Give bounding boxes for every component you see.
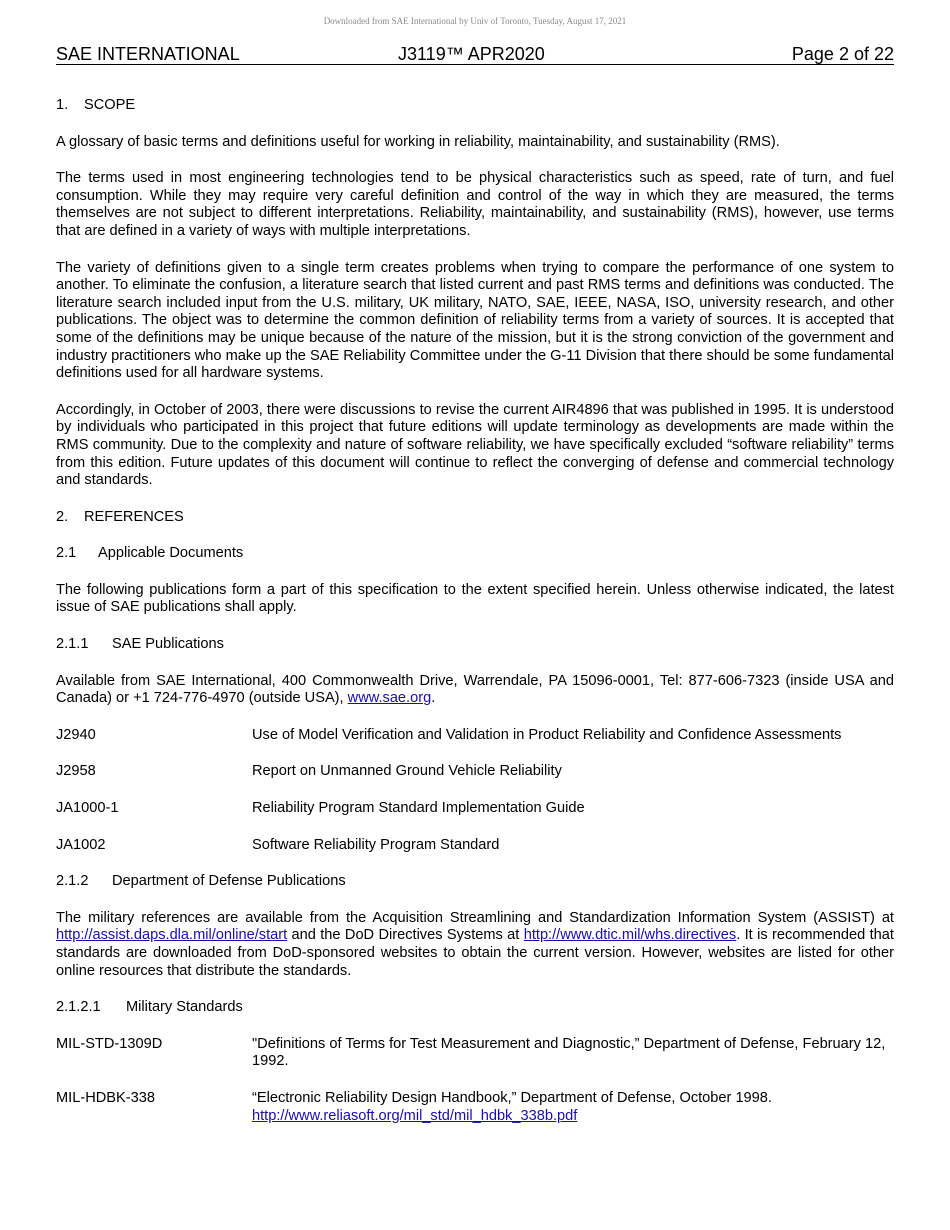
reference-row	[56, 1090, 894, 1125]
section-title: REFERENCES	[84, 508, 184, 525]
dod-text-b: and the DoD Directives Systems at	[291, 927, 520, 944]
section-number: 2.1	[56, 545, 77, 562]
header-page-number: Page 2 of 22	[791, 44, 894, 64]
page-header	[56, 43, 894, 65]
section-scope-heading	[56, 97, 894, 115]
section-title: Department of Defense Publications	[112, 873, 346, 890]
reference-row	[56, 1036, 894, 1071]
reference-title: Software Reliability Program Standard	[252, 836, 500, 853]
section-number: 2.	[56, 508, 69, 525]
scope-paragraph-2: The terms used in most engineering technologies tend to be physical characteristics such as speed, rate of turn, and fuel consumption. While they may require very careful definition and control of the way in which they are measured, the terms themselves are not subject to different interpretations. Reliability, maintainability, and sustainability (RMS), however, use terms that are defined in a variety of ways with multiple interpretations.	[56, 170, 894, 239]
section-title: Applicable Documents	[98, 545, 244, 562]
document-body	[56, 97, 894, 1125]
scope-paragraph-3: The variety of definitions given to a single term creates problems when trying to compare the performance of one system to another. To eliminate the confusion, a literature search that listed current and past RMS terms and definitions was conducted. The literature search included input from the U.S. military, UK military, NATO, SAE, IEEE, NASA, ISO, university research, and other publications. The object was to determine the common definition of reliability terms from a variety of sources. It is accepted that some of the definitions may be unique because of the nature of the mission, but it is the strong conviction of the government and industry practitioners who make up the SAE Reliability Committee under the G-11 Division that there should be some fundamental definitions used for all hardware systems.	[56, 259, 894, 382]
reference-title	[252, 1090, 894, 1125]
section-military-standards-heading	[56, 999, 894, 1017]
reference-title: "Definitions of Terms for Test Measurement and Diagnostic,” Department of Defense, February 12, 1992.	[252, 1035, 886, 1070]
section-title: SCOPE	[84, 97, 136, 113]
reference-code: J2940	[56, 726, 96, 743]
applicable-documents-paragraph: The following publications form a part of this specification to the extent specified herein. Unless otherwise indicated, the latest issue of SAE publications shall apply.	[56, 581, 894, 616]
reference-code: JA1002	[56, 836, 106, 853]
section-title: Military Standards	[126, 999, 243, 1016]
reference-row	[56, 763, 894, 781]
mil-hdbk-338-link[interactable]: http://www.reliasoft.org/mil_std/mil_hdbk_338b.pdf	[252, 1107, 578, 1124]
section-references-heading	[56, 509, 894, 527]
dod-publications-paragraph	[56, 910, 894, 980]
dod-text-a: The military references are available from the Acquisition Streamlining and Standardization Information System (ASSIST) at	[56, 909, 894, 926]
reference-code: MIL-HDBK-338	[56, 1089, 155, 1106]
section-title: SAE Publications	[112, 636, 224, 653]
section-number: 2.1.2	[56, 873, 89, 890]
reference-title: Reliability Program Standard Implementation Guide	[252, 800, 585, 817]
sae-website-link[interactable]: www.sae.org	[347, 690, 432, 707]
reference-code: JA1000-1	[56, 800, 119, 817]
section-number: 2.1.1	[56, 636, 89, 653]
sae-publications-paragraph: Available from SAE International, 400 Commonwealth Drive, Warrendale, PA 15096-0001, Tel: 877-606-7323 (inside USA and Canada) or +1 724-776-4970 (outside USA), www.sae.org.	[56, 672, 894, 707]
section-sae-publications-heading	[56, 636, 894, 654]
header-document-id: J3119™ APR2020	[398, 44, 545, 64]
dtic-directives-link[interactable]: http://www.dtic.mil/whs.directives	[523, 927, 737, 944]
reference-code: J2958	[56, 763, 96, 780]
header-organization: SAE INTERNATIONAL	[56, 44, 240, 64]
reference-title-text: “Electronic Reliability Design Handbook,” Department of Defense, October 1998.	[252, 1089, 772, 1106]
reference-row	[56, 837, 894, 855]
assist-link[interactable]: http://assist.daps.dla.mil/online/start	[56, 927, 288, 944]
download-watermark: Downloaded from SAE International by Univ of Toronto, Tuesday, August 17, 2021	[323, 16, 627, 26]
scope-paragraph-1: A glossary of basic terms and definitions useful for working in reliability, maintainability, and sustainability (RMS).	[56, 133, 780, 150]
section-number: 2.1.2.1	[56, 999, 101, 1016]
section-applicable-documents-heading	[56, 545, 894, 563]
section-dod-publications-heading	[56, 873, 894, 891]
dod-text-c: . It is recommended that standards are downloaded from DoD-sponsored websites to obtain the current version. However, websites are listed for other online resources that distribute the standards.	[56, 927, 894, 979]
reference-row	[56, 800, 894, 818]
reference-code: MIL-STD-1309D	[56, 1035, 163, 1052]
scope-paragraph-4: Accordingly, in October of 2003, there were discussions to revise the current AIR4896 that was published in 1995. It is understood by individuals who participated in this project that future editions will update terminology as developments are made within the RMS community. Due to the complexity and nature of software reliability, we have specifically excluded “software reliability” terms from this edition. Future updates of this document will continue to reflect the converging of defense and commercial technology and standards.	[56, 401, 894, 489]
section-number: 1.	[56, 97, 69, 113]
reference-title: Report on Unmanned Ground Vehicle Reliability	[252, 763, 562, 780]
reference-row	[56, 727, 894, 745]
sae-availability-text: Available from SAE International, 400 Commonwealth Drive, Warrendale, PA 15096-0001, Tel: 877-606-7323 (inside USA and Canada) or +1 724-776-4970 (outside USA),	[56, 672, 894, 707]
reference-title: Use of Model Verification and Validation in Product Reliability and Confidence Assessments	[252, 726, 842, 743]
